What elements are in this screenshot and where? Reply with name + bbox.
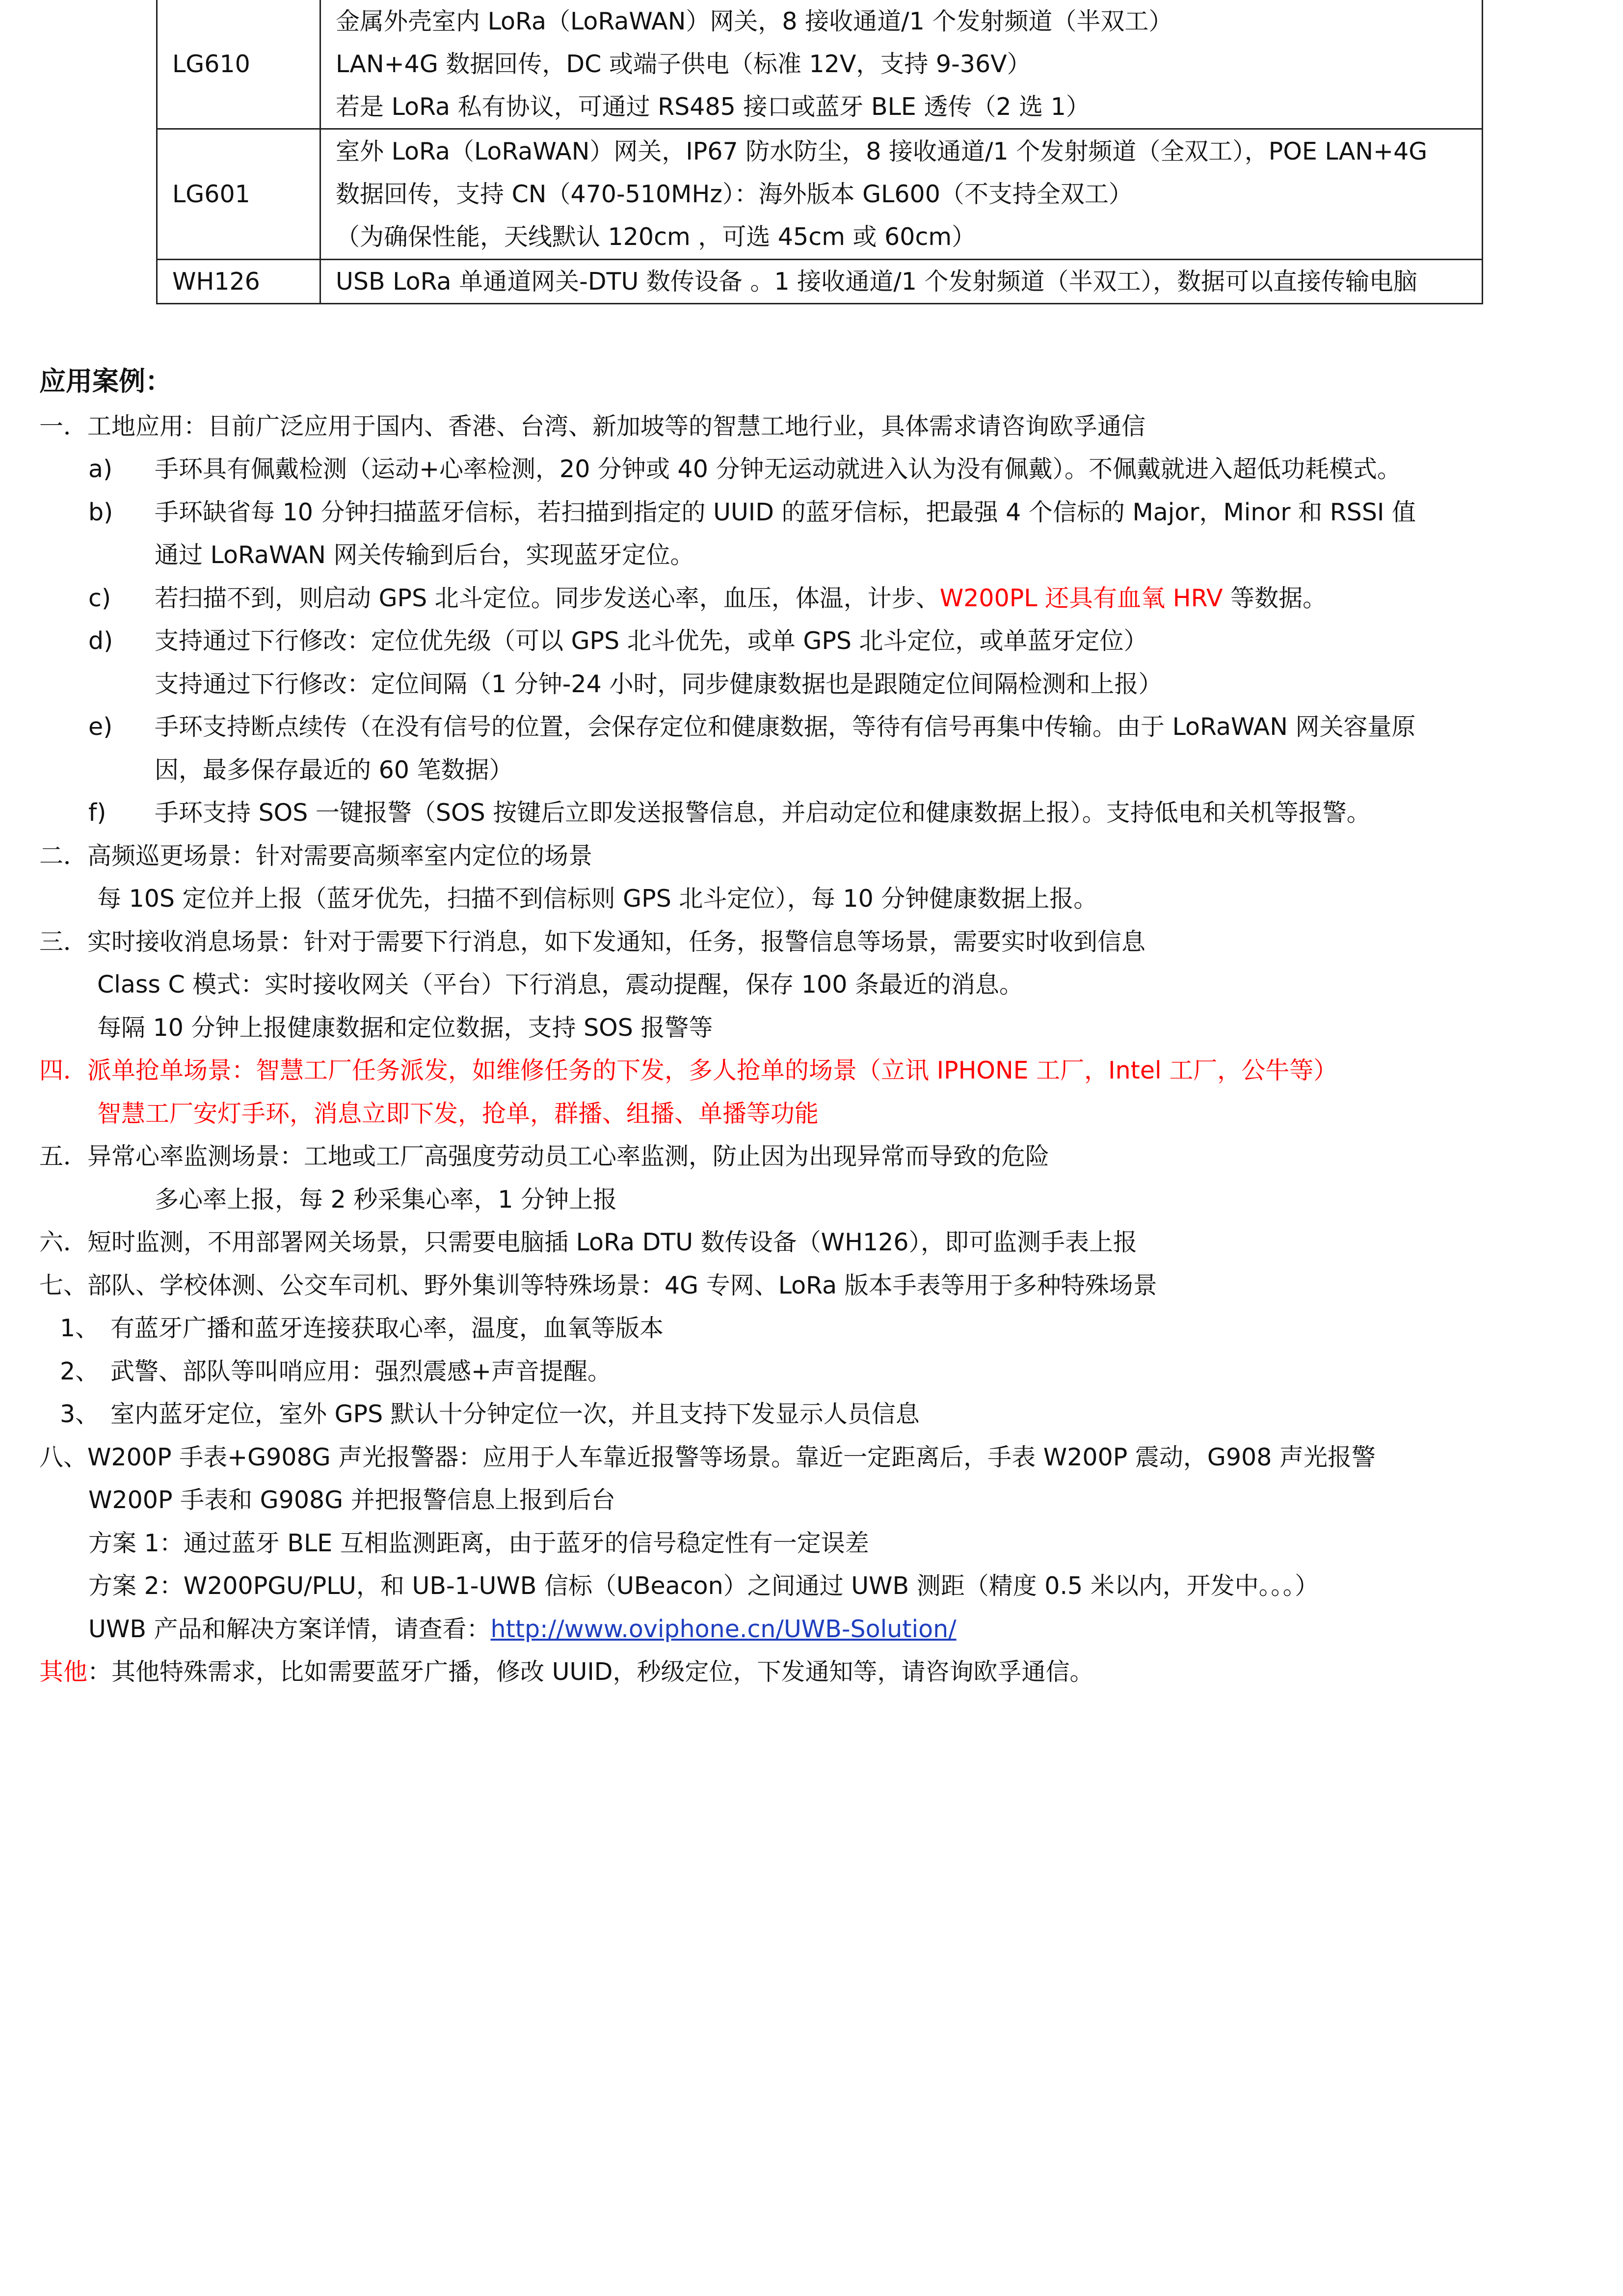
list-marker: a) bbox=[88, 455, 113, 483]
description-cell bbox=[320, 0, 1483, 129]
highlight-text: W200PL 还具有血氧 HRV bbox=[939, 584, 1223, 612]
other-label: 其他 bbox=[39, 1658, 88, 1686]
model-cell: LG610 bbox=[157, 0, 320, 129]
list-item: 手环具有佩戴检测（运动+心率检测，20 分钟或 40 分钟无运动就进入认为没有佩戴）。不佩戴就进入超低功耗模式。 bbox=[155, 455, 1401, 483]
list-item-continuation: 因，最多保存最近的 60 笔数据） bbox=[155, 756, 513, 784]
case-detail: 每 10S 定位并上报（蓝牙优先，扫描不到信标则 GPS 北斗定位），每 10 分钟健康数据上报。 bbox=[97, 885, 1098, 913]
model-cell: WH126 bbox=[157, 260, 320, 304]
case-detail-text: UWB 产品和解决方案详情，请查看： bbox=[88, 1615, 491, 1643]
list-marker: f) bbox=[88, 799, 106, 827]
model-cell: LG601 bbox=[157, 129, 320, 260]
table-row bbox=[157, 129, 1483, 260]
list-item: 手环缺省每 10 分钟扫描蓝牙信标，若扫描到指定的 UUID 的蓝牙信标，把最强 4 个信标的 Major，Minor 和 RSSI 值 bbox=[155, 498, 1416, 526]
case-heading-3: 三．实时接收消息场景：针对于需要下行消息，如下发通知，任务，报警信息等场景，需要实时收到信息 bbox=[39, 928, 1146, 956]
list-item-continuation: 通过 LoRaWAN 网关传输到后台，实现蓝牙定位。 bbox=[155, 541, 694, 569]
list-marker: e) bbox=[88, 713, 113, 741]
case-heading-1: 一．工地应用：目前广泛应用于国内、香港、台湾、新加坡等的智慧工地行业，具体需求请咨询欧孚通信 bbox=[39, 412, 1146, 440]
description-line: 数据回传，支持 CN（470-510MHz）：海外版本 GL600（不支持全双工） bbox=[336, 180, 1133, 208]
table-row bbox=[157, 260, 1483, 304]
case-detail: 方案 1：通过蓝牙 BLE 互相监测距离，由于蓝牙的信号稳定性有一定误差 bbox=[88, 1529, 869, 1557]
product-table bbox=[156, 0, 1483, 304]
description-cell bbox=[320, 260, 1483, 304]
list-item: 室内蓝牙定位，室外 GPS 默认十分钟定位一次，并且支持下发显示人员信息 bbox=[110, 1400, 920, 1428]
description-line: USB LoRa 单通道网关-DTU 数传设备 。1 接收通道/1 个发射频道（半双工），数据可以直接传输电脑 bbox=[336, 268, 1418, 296]
list-marker: 3、 bbox=[60, 1400, 100, 1428]
list-item: 支持通过下行修改：定位优先级（可以 GPS 北斗优先，或单 GPS 北斗定位，或单蓝牙定位） bbox=[155, 627, 1148, 655]
case-detail: Class C 模式：实时接收网关（平台）下行消息，震动提醒，保存 100 条最近的消息。 bbox=[97, 971, 1023, 999]
description-cell bbox=[320, 129, 1483, 260]
case-heading-5: 五．异常心率监测场景：工地或工厂高强度劳动员工心率监测，防止因为出现异常而导致的危险 bbox=[39, 1142, 1050, 1170]
description-line: （为确保性能，天线默认 120cm ，可选 45cm 或 60cm） bbox=[336, 223, 976, 251]
other-text: ：其他特殊需求，比如需要蓝牙广播，修改 UUID，秒级定位，下发通知等，请咨询欧孚通信。 bbox=[87, 1658, 1094, 1686]
list-marker: 1、 bbox=[60, 1314, 100, 1342]
list-item-text: 等数据。 bbox=[1223, 584, 1327, 612]
description-line: 室外 LoRa（LoRaWAN）网关，IP67 防水防尘，8 接收通道/1 个发射频道（全双工），POE LAN+4G bbox=[336, 137, 1428, 165]
list-marker: c) bbox=[88, 584, 111, 612]
case-detail: 每隔 10 分钟上报健康数据和定位数据，支持 SOS 报警等 bbox=[97, 1014, 713, 1042]
case-heading-6: 六．短时监测，不用部署网关场景，只需要电脑插 LoRa DTU 数传设备（WH126），即可监测手表上报 bbox=[39, 1228, 1137, 1256]
case-detail: 方案 2：W200PGU/PLU，和 UB-1-UWB 信标（UBeacon）之间通过 UWB 测距（精度 0.5 米以内，开发中。。。） bbox=[88, 1572, 1319, 1600]
list-item: 有蓝牙广播和蓝牙连接获取心率，温度，血氧等版本 bbox=[110, 1314, 664, 1342]
uwb-solution-link[interactable]: http://www.oviphone.cn/UWB-Solution/ bbox=[490, 1615, 957, 1643]
list-item-text: 若扫描不到，则启动 GPS 北斗定位。同步发送心率，血压，体温，计步、 bbox=[155, 584, 940, 612]
list-item: 手环支持 SOS 一键报警（SOS 按键后立即发送报警信息，并启动定位和健康数据上报）。支持低电和关机等报警。 bbox=[155, 799, 1371, 827]
list-item bbox=[155, 579, 1327, 618]
list-marker: b) bbox=[88, 498, 113, 526]
case-detail: 智慧工厂安灯手环，消息立即下发，抢单，群播、组播、单播等功能 bbox=[97, 1100, 819, 1128]
case-detail: W200P 手表和 G908G 并把报警信息上报到后台 bbox=[88, 1486, 615, 1514]
table-row bbox=[157, 0, 1483, 129]
list-item: 武警、部队等叫哨应用：强烈震感+声音提醒。 bbox=[110, 1357, 612, 1385]
case-heading-4: 四．派单抢单场景：智慧工厂任务派发，如维修任务的下发，多人抢单的场景（立讯 IPHONE 工厂，Intel 工厂，公牛等） bbox=[39, 1056, 1338, 1084]
other-note bbox=[39, 1652, 1094, 1692]
description-line: 若是 LoRa 私有协议，可通过 RS485 接口或蓝牙 BLE 透传（2 选 1） bbox=[336, 93, 1090, 121]
description-line: 金属外壳室内 LoRa（LoRaWAN）网关，8 接收通道/1 个发射频道（半双工） bbox=[336, 7, 1173, 35]
section-title: 应用案例： bbox=[39, 366, 172, 397]
list-marker: d) bbox=[88, 627, 113, 655]
list-marker: 2、 bbox=[60, 1357, 100, 1385]
list-item: 支持通过下行修改：定位间隔（1 分钟-24 小时，同步健康数据也是跟随定位间隔检测和上报） bbox=[155, 670, 1163, 698]
description-line: LAN+4G 数据回传，DC 或端子供电（标准 12V，支持 9-36V） bbox=[336, 50, 1031, 78]
list-item: 手环支持断点续传（在没有信号的位置，会保存定位和健康数据，等待有信号再集中传输。由于 LoRaWAN 网关容量原 bbox=[155, 713, 1416, 741]
case-heading-8: 八、W200P 手表+G908G 声光报警器：应用于人车靠近报警等场景。靠近一定距离后，手表 W200P 震动，G908 声光报警 bbox=[39, 1443, 1376, 1471]
case-heading-2: 二．高频巡更场景：针对需要高频率室内定位的场景 bbox=[39, 842, 593, 870]
case-detail bbox=[88, 1610, 957, 1649]
case-heading-7: 七、部队、学校体测、公交车司机、野外集训等特殊场景：4G 专网、LoRa 版本手表等用于多种特殊场景 bbox=[39, 1271, 1157, 1299]
case-detail: 多心率上报，每 2 秒采集心率，1 分钟上报 bbox=[155, 1186, 617, 1214]
